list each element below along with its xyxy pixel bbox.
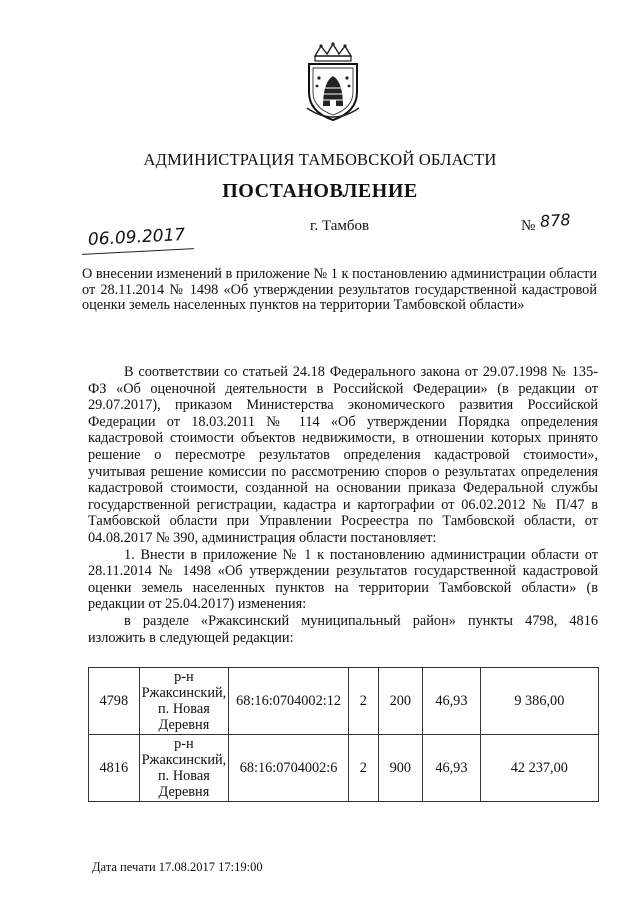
cadastral-value-cell: 42 237,00 (480, 735, 598, 802)
location-line: Деревня (158, 784, 210, 800)
table-row (89, 668, 599, 735)
location-line: Деревня (158, 717, 210, 733)
handwritten-date: 06.09.2017 (87, 224, 186, 250)
location-cell (139, 668, 229, 735)
location-line: п. Новая (158, 768, 210, 784)
rate-cell: 46,93 (423, 668, 481, 735)
handwritten-number: 878 (539, 209, 572, 232)
rate-cell: 46,93 (423, 735, 481, 802)
body-paragraph: в разделе «Ржаксинский муниципальный район» пункты 4798, 4816 изложить в следующей редакции: (88, 612, 598, 646)
use-code-cell: 2 (348, 668, 378, 735)
area-cell: 900 (378, 735, 423, 802)
use-code-cell: 2 (348, 735, 378, 802)
location-cell (139, 735, 229, 802)
item-number-cell: 4816 (89, 735, 140, 802)
location-line: р-н (174, 736, 194, 752)
location-line: п. Новая (158, 701, 210, 717)
item-number-cell: 4798 (89, 668, 140, 735)
area-cell: 200 (378, 668, 423, 735)
cadastral-number-cell: 68:16:0704002:6 (229, 735, 349, 802)
body-paragraph: 1. Внести в приложение № 1 к постановлению администрации области от 28.11.2014 № 1498 «Об утверждении результатов государственной кадастровой оценки земель населенных пунктов на территории Тамбовской области» (в редакции от 25.04.2017) изменения: (88, 546, 598, 613)
cadastral-value-cell: 9 386,00 (480, 668, 598, 735)
body-paragraph: В соответствии со статьей 24.18 Федерального закона от 29.07.1998 № 135-ФЗ «Об оценочной деятельности в Российской Федерации» (в редакции от 29.07.2017), приказом Министерства экономического развития Российской Федерации от 18.03.2011 № 114 «Об утверждении Порядка определения кадастровой стоимости объектов недвижимости, в отношении которых принято решение о пересмотре результатов определения кадастровой стоимости», учитывая решение комиссии по рассмотрению споров о результатах определения кадастровой стоимости, созданной на основании приказа Федеральной службы государственной регистрации, кадастра и картографии от 06.02.2012 № П/47 в Тамбовской области при Управлении Росреестра по Тамбовской области, от 04.08.2017 № 390, администрация области постановляет: (88, 364, 598, 546)
land-plots-table (88, 667, 599, 802)
print-date-footer: Дата печати 17.08.2017 17:19:00 (92, 860, 263, 874)
cadastral-number-cell: 68:16:0704002:12 (229, 668, 349, 735)
document-body (88, 364, 598, 646)
document-subject: О внесении изменений в приложение № 1 к постановлению администрации области от 28.11.2014 № 1498 «Об утверждении результатов государственной кадастровой оценки земель населенных пунктов на территории Тамбовской области» (82, 266, 597, 313)
coat-of-arms-emblem (301, 42, 365, 122)
location-line: Ржаксинский, (141, 752, 227, 768)
location-line: Ржаксинский, (141, 685, 227, 701)
location-line: р-н (174, 669, 194, 685)
city-label: г. Тамбов (310, 218, 370, 234)
table-row (89, 735, 599, 802)
organization-title: АДМИНИСТРАЦИЯ ТАМБОВСКОЙ ОБЛАСТИ (143, 150, 497, 169)
document-type-title: ПОСТАНОВЛЕНИЕ (222, 180, 418, 202)
number-label: № (521, 218, 536, 234)
